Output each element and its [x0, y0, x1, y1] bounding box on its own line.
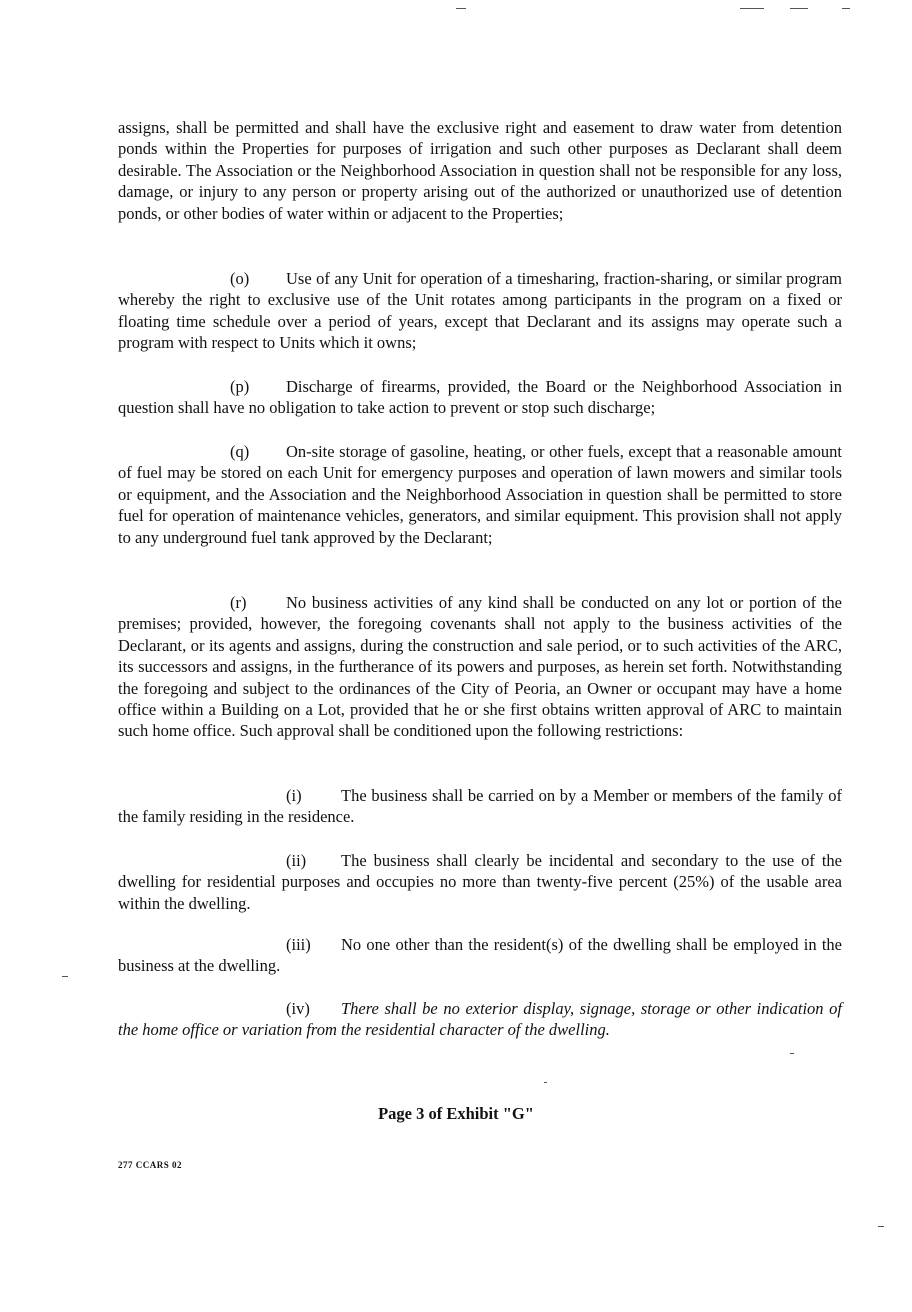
subitem-ii-label: (ii): [286, 851, 307, 870]
item-q-text: On-site storage of gasoline, heating, or other fuels, except that a reasonable amount of fuel may be stored on each Unit for emergency purposes and operation of lawn mowers and similar tools or equipment, and the Association and the Neighborhood Association in question shall be permitted to store fuel for operation of maintenance vehicles, generators, and similar equipment. This provision shall not apply to any underground fuel tank approved by the Declarant;: [118, 442, 842, 547]
subitem-ii-text: The business shall clearly be incidental and secondary to the use of the dwelling for residential purposes and occupies no more than twenty-five percent (25%) of the usable area within the dwelling.: [118, 851, 842, 913]
item-o-text: Use of any Unit for operation of a timesharing, fraction-sharing, or similar program whereby the right to exclusive use of the Unit rotates among participants in the program on a fixed or floating time schedule over a period of years, except that Declarant and its assigns may operate such a program with respect to Units which it owns;: [118, 269, 842, 353]
subitem-i: [118, 785, 842, 828]
item-o: [118, 268, 842, 354]
subitem-iv-label: (iv): [286, 999, 310, 1018]
item-p-label: (p): [230, 377, 250, 396]
subitem-iii-label: (iii): [286, 935, 311, 954]
item-r: [118, 592, 842, 742]
subitem-iii: [118, 934, 842, 977]
item-r-text: No business activities of any kind shall be conducted on any lot or portion of the premises; provided, however, the foregoing covenants shall not apply to the business activities of the Declarant, or its agents and assigns, during the construction and sale period, or to such activities of the ARC, its successors and assigns, in the furtherance of its powers and purposes, as herein set forth. Notwithstanding the foregoing and subject to the ordinances of the City of Peoria, an Owner or occupant may have a home office within a Building on a Lot, provided that he or she first obtains written approval of ARC to maintain such home office. Such approval shall be conditioned upon the following restrictions:: [118, 593, 842, 741]
intro-paragraph: assigns, shall be permitted and shall have the exclusive right and easement to draw water from detention ponds within the Properties for purposes of irrigation and such other purposes as Declarant shall deem desirable. The Association or the Neighborhood Association in question shall not be responsible for any loss, damage, or injury to any person or property arising out of the authorized or unauthorized use of detention ponds, or other bodies of water within or adjacent to the Properties;: [118, 118, 842, 223]
item-q-label: (q): [230, 442, 250, 461]
subitem-i-label: (i): [286, 786, 302, 805]
item-p: [118, 376, 842, 419]
subitem-ii: [118, 850, 842, 914]
item-p-text: Discharge of firearms, provided, the Board or the Neighborhood Association in question shall have no obligation to take action to prevent or stop such discharge;: [118, 377, 842, 418]
subitem-iii-text: No one other than the resident(s) of the dwelling shall be employed in the business at the dwelling.: [118, 935, 842, 976]
item-r-label: (r): [230, 593, 247, 612]
item-o-label: (o): [230, 269, 250, 288]
subitem-i-text: The business shall be carried on by a Member or members of the family of the family residing in the residence.: [118, 786, 842, 827]
subitem-iv: [118, 998, 842, 1041]
page-footer: Page 3 of Exhibit "G": [378, 1104, 534, 1123]
subitem-iv-text: There shall be no exterior display, signage, storage or other indication of the home office or variation from the residential character of the dwelling.: [118, 999, 842, 1040]
document-code: 277 CCARS 02: [118, 1160, 183, 1170]
item-q: [118, 441, 842, 548]
